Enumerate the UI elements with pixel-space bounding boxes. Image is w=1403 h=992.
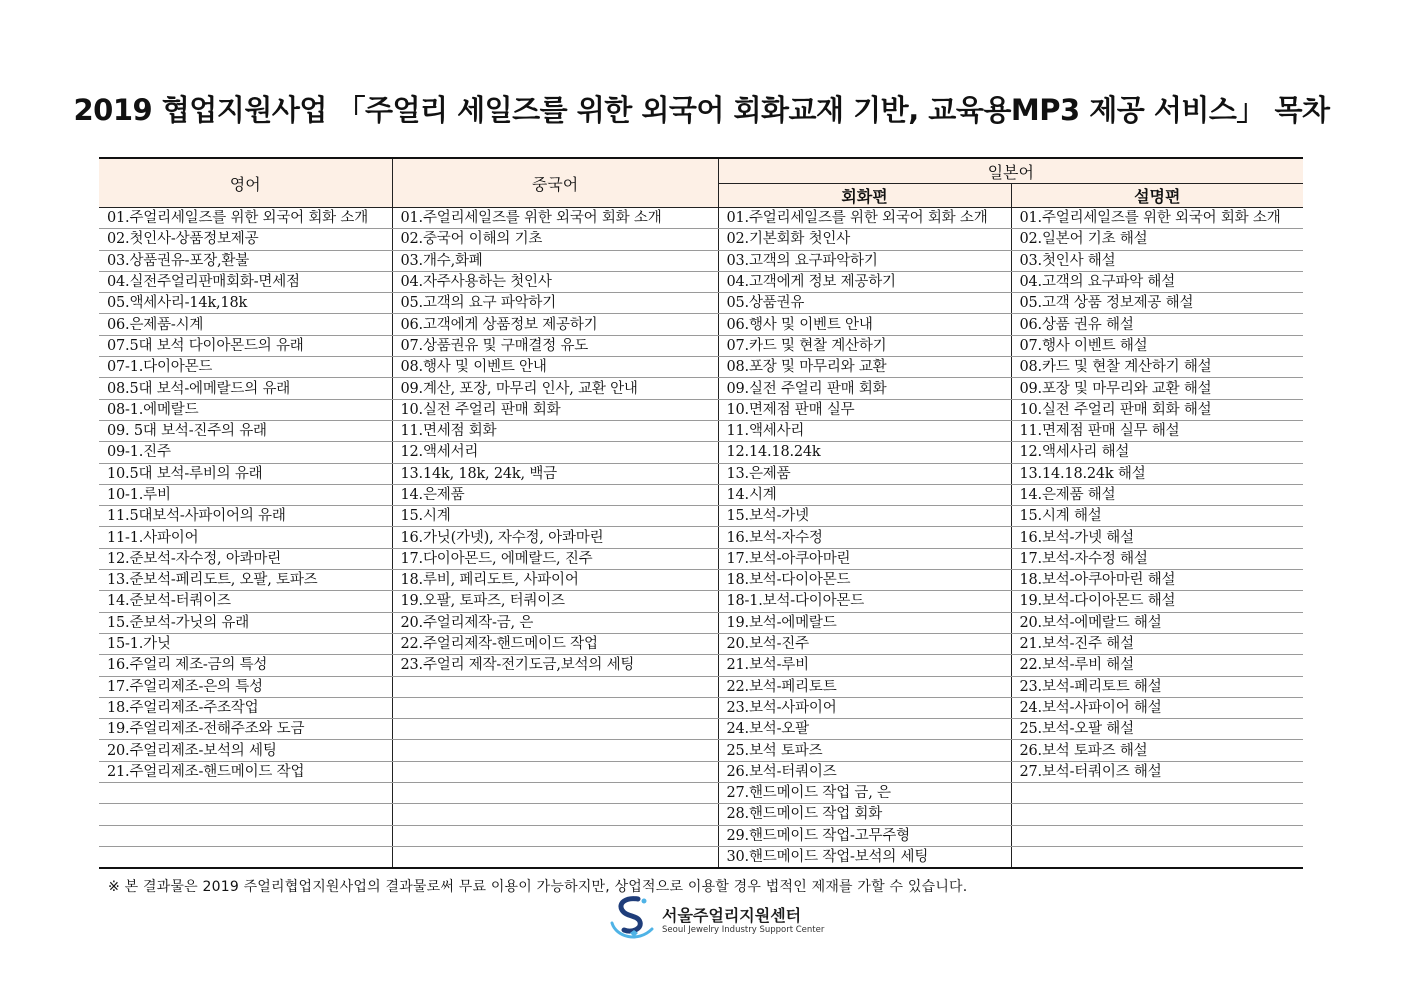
cell-chinese: 19.오팔, 토파즈, 터쿼이즈	[392, 591, 718, 612]
header-japanese: 일본어	[718, 158, 1303, 184]
cell-japanese-explanation: 11.면제점 판매 실무 해설	[1011, 420, 1303, 441]
cell-japanese-explanation: 21.보석-진주 해설	[1011, 633, 1303, 654]
cell-japanese-conversation: 06.행사 및 이벤트 안내	[718, 314, 1011, 335]
cell-japanese-conversation: 27.핸드메이드 작업 금, 은	[718, 783, 1011, 804]
header-english: 영어	[99, 158, 392, 208]
table-row	[99, 314, 1303, 335]
cell-english: 16.주얼리 제조-금의 특성	[99, 655, 392, 676]
cell-chinese: 23.주얼리 제작-전기도금,보석의 세팅	[392, 655, 718, 676]
cell-chinese: 09.계산, 포장, 마무리 인사, 교환 안내	[392, 378, 718, 399]
cell-japanese-conversation: 29.핸드메이드 작업-고무주형	[718, 825, 1011, 846]
table-row	[99, 570, 1303, 591]
table-row	[99, 250, 1303, 271]
cell-chinese	[392, 825, 718, 846]
table-row	[99, 399, 1303, 420]
cell-japanese-conversation: 03.고객의 요구파악하기	[718, 250, 1011, 271]
cell-chinese	[392, 846, 718, 868]
cell-japanese-explanation: 02.일본어 기초 해설	[1011, 229, 1303, 250]
logo-name: 서울주얼리지원센터	[662, 906, 802, 925]
cell-chinese	[392, 740, 718, 761]
table-row	[99, 229, 1303, 250]
cell-japanese-conversation: 04.고객에게 정보 제공하기	[718, 271, 1011, 292]
cell-english: 01.주얼리세일즈를 위한 외국어 회화 소개	[99, 208, 392, 229]
cell-chinese: 01.주얼리세일즈를 위한 외국어 회화 소개	[392, 208, 718, 229]
table-row	[99, 591, 1303, 612]
cell-japanese-explanation: 26.보석 토파즈 해설	[1011, 740, 1303, 761]
cell-japanese-explanation: 01.주얼리세일즈를 위한 외국어 회화 소개	[1011, 208, 1303, 229]
cell-japanese-conversation: 01.주얼리세일즈를 위한 외국어 회화 소개	[718, 208, 1011, 229]
cell-english	[99, 804, 392, 825]
cell-chinese	[392, 804, 718, 825]
header-japanese-explanation: 설명편	[1011, 184, 1303, 208]
table-row	[99, 740, 1303, 761]
cell-japanese-explanation: 12.액세사리 해설	[1011, 442, 1303, 463]
cell-english: 19.주얼리제조-전해주조와 도금	[99, 719, 392, 740]
cell-japanese-explanation: 13.14.18.24k 해설	[1011, 463, 1303, 484]
cell-japanese-explanation: 27.보석-터쿼이즈 해설	[1011, 761, 1303, 782]
cell-chinese	[392, 697, 718, 718]
cell-english: 15-1.가닛	[99, 633, 392, 654]
cell-chinese: 04.자주사용하는 첫인사	[392, 271, 718, 292]
cell-chinese: 13.14k, 18k, 24k, 백금	[392, 463, 718, 484]
cell-japanese-conversation: 11.액세사리	[718, 420, 1011, 441]
cell-japanese-explanation: 04.고객의 요구파악 해설	[1011, 271, 1303, 292]
cell-chinese: 07.상품권유 및 구매결정 유도	[392, 335, 718, 356]
cell-chinese: 02.중국어 이해의 기초	[392, 229, 718, 250]
cell-japanese-explanation: 14.은제품 해설	[1011, 484, 1303, 505]
cell-english: 03.상품권유-포장,환불	[99, 250, 392, 271]
cell-japanese-conversation: 18-1.보석-다이아몬드	[718, 591, 1011, 612]
cell-english: 07.5대 보석 다이아몬드의 유래	[99, 335, 392, 356]
table-row	[99, 506, 1303, 527]
table-row	[99, 378, 1303, 399]
cell-japanese-conversation: 28.핸드메이드 작업 회화	[718, 804, 1011, 825]
header-japanese-conversation: 회화편	[718, 184, 1011, 208]
cell-chinese: 15.시계	[392, 506, 718, 527]
table-row	[99, 548, 1303, 569]
cell-japanese-explanation	[1011, 804, 1303, 825]
table-row	[99, 633, 1303, 654]
cell-japanese-conversation: 19.보석-에메랄드	[718, 612, 1011, 633]
cell-english: 02.첫인사-상품정보제공	[99, 229, 392, 250]
cell-chinese: 08.행사 및 이벤트 안내	[392, 357, 718, 378]
cell-japanese-explanation: 03.첫인사 해설	[1011, 250, 1303, 271]
cell-english: 21.주얼리제조-핸드메이드 작업	[99, 761, 392, 782]
cell-japanese-conversation: 25.보석 토파즈	[718, 740, 1011, 761]
cell-japanese-conversation: 13.은제품	[718, 463, 1011, 484]
cell-japanese-conversation: 10.면제점 판매 실무	[718, 399, 1011, 420]
cell-english	[99, 783, 392, 804]
cell-english: 10.5대 보석-루비의 유래	[99, 463, 392, 484]
cell-japanese-explanation	[1011, 846, 1303, 868]
cell-japanese-explanation	[1011, 825, 1303, 846]
table-row	[99, 420, 1303, 441]
table-row	[99, 357, 1303, 378]
cell-japanese-conversation: 17.보석-아쿠아마린	[718, 548, 1011, 569]
jewelry-center-logo-icon	[608, 893, 656, 943]
cell-english: 15.준보석-가닛의 유래	[99, 612, 392, 633]
table-row	[99, 335, 1303, 356]
cell-japanese-conversation: 05.상품권유	[718, 293, 1011, 314]
cell-japanese-conversation: 12.14.18.24k	[718, 442, 1011, 463]
cell-japanese-conversation: 21.보석-루비	[718, 655, 1011, 676]
cell-english: 10-1.루비	[99, 484, 392, 505]
cell-chinese: 18.루비, 페리도트, 사파이어	[392, 570, 718, 591]
cell-english: 12.준보석-자수정, 아콰마린	[99, 548, 392, 569]
document-title: 2019 협업지원사업 「주얼리 세일즈를 위한 외국어 회화교재 기반, 교육용MP3 제공 서비스」 목차	[73, 93, 1330, 127]
table-row	[99, 612, 1303, 633]
table-row	[99, 208, 1303, 229]
cell-chinese: 12.액세서리	[392, 442, 718, 463]
cell-chinese: 06.고객에게 상품정보 제공하기	[392, 314, 718, 335]
cell-chinese: 05.고객의 요구 파악하기	[392, 293, 718, 314]
cell-japanese-explanation: 22.보석-루비 해설	[1011, 655, 1303, 676]
cell-japanese-conversation: 22.보석-페리토트	[718, 676, 1011, 697]
cell-chinese	[392, 761, 718, 782]
cell-english: 04.실전주얼리판매회화-면세점	[99, 271, 392, 292]
cell-chinese: 22.주얼리제작-핸드메이드 작업	[392, 633, 718, 654]
cell-japanese-explanation: 20.보석-에메랄드 해설	[1011, 612, 1303, 633]
cell-english: 14.준보석-터쿼이즈	[99, 591, 392, 612]
cell-japanese-explanation: 16.보석-가넷 해설	[1011, 527, 1303, 548]
cell-english: 07-1.다이아몬드	[99, 357, 392, 378]
cell-japanese-conversation: 18.보석-다이아몬드	[718, 570, 1011, 591]
table-row	[99, 846, 1303, 868]
cell-japanese-conversation: 23.보석-사파이어	[718, 697, 1011, 718]
logo-subtitle: Seoul Jewelry Industry Support Center	[662, 925, 825, 935]
table-row	[99, 463, 1303, 484]
table-row	[99, 825, 1303, 846]
table-row	[99, 442, 1303, 463]
cell-japanese-conversation: 24.보석-오팔	[718, 719, 1011, 740]
cell-japanese-conversation: 30.핸드메이드 작업-보석의 세팅	[718, 846, 1011, 868]
cell-chinese: 03.개수,화폐	[392, 250, 718, 271]
cell-chinese	[392, 719, 718, 740]
cell-chinese: 17.다이아몬드, 에메랄드, 진주	[392, 548, 718, 569]
table-row	[99, 761, 1303, 782]
cell-english: 09. 5대 보석-진주의 유래	[99, 420, 392, 441]
cell-english: 11.5대보석-사파이어의 유래	[99, 506, 392, 527]
contents-table-body	[99, 208, 1303, 869]
cell-english: 05.액세사리-14k,18k	[99, 293, 392, 314]
cell-chinese: 20.주얼리제작-금, 은	[392, 612, 718, 633]
cell-japanese-conversation: 02.기본회화 첫인사	[718, 229, 1011, 250]
table-row	[99, 484, 1303, 505]
table-row	[99, 527, 1303, 548]
cell-chinese	[392, 676, 718, 697]
cell-japanese-explanation: 09.포장 및 마무리와 교환 해설	[1011, 378, 1303, 399]
header-chinese: 중국어	[392, 158, 718, 208]
cell-japanese-conversation: 20.보석-진주	[718, 633, 1011, 654]
cell-english: 13.준보석-페리도트, 오팔, 토파즈	[99, 570, 392, 591]
cell-english: 20.주얼리제조-보석의 세팅	[99, 740, 392, 761]
cell-japanese-explanation: 07.행사 이벤트 해설	[1011, 335, 1303, 356]
table-row	[99, 783, 1303, 804]
cell-english: 06.은제품-시계	[99, 314, 392, 335]
cell-japanese-explanation: 15.시계 해설	[1011, 506, 1303, 527]
cell-japanese-explanation: 08.카드 및 현찰 계산하기 해설	[1011, 357, 1303, 378]
cell-japanese-explanation: 06.상품 권유 해설	[1011, 314, 1303, 335]
cell-japanese-explanation	[1011, 783, 1303, 804]
cell-japanese-conversation: 14.시계	[718, 484, 1011, 505]
cell-english: 08-1.에메랄드	[99, 399, 392, 420]
cell-japanese-explanation: 05.고객 상품 정보제공 해설	[1011, 293, 1303, 314]
cell-english: 08.5대 보석-에메랄드의 유래	[99, 378, 392, 399]
table-row	[99, 804, 1303, 825]
cell-japanese-explanation: 25.보석-오팔 해설	[1011, 719, 1303, 740]
table-row	[99, 293, 1303, 314]
cell-japanese-explanation: 23.보석-페리토트 해설	[1011, 676, 1303, 697]
table-row	[99, 719, 1303, 740]
cell-japanese-explanation: 10.실전 주얼리 판매 회화 해설	[1011, 399, 1303, 420]
cell-japanese-conversation: 16.보석-자수정	[718, 527, 1011, 548]
cell-chinese	[392, 783, 718, 804]
cell-chinese: 11.면세점 회화	[392, 420, 718, 441]
cell-japanese-conversation: 09.실전 주얼리 판매 회화	[718, 378, 1011, 399]
footnote: ※ 본 결과물은 2019 주얼리협업지원사업의 결과물로써 무료 이용이 가능하지만, 상업적으로 이용할 경우 법적인 제재를 가할 수 있습니다.	[108, 879, 968, 895]
cell-japanese-explanation: 17.보석-자수정 해설	[1011, 548, 1303, 569]
cell-english	[99, 846, 392, 868]
organization-logo	[608, 893, 825, 943]
cell-english: 18.주얼리제조-주조작업	[99, 697, 392, 718]
cell-chinese: 16.가닛(가넷), 자수정, 아콰마린	[392, 527, 718, 548]
cell-english: 17.주얼리제조-은의 특성	[99, 676, 392, 697]
cell-english: 09-1.진주	[99, 442, 392, 463]
cell-japanese-conversation: 08.포장 및 마무리와 교환	[718, 357, 1011, 378]
cell-chinese: 14.은제품	[392, 484, 718, 505]
cell-chinese: 10.실전 주얼리 판매 회화	[392, 399, 718, 420]
table-row	[99, 655, 1303, 676]
contents-table	[99, 157, 1303, 869]
table-row	[99, 676, 1303, 697]
cell-japanese-explanation: 19.보석-다이아몬드 해설	[1011, 591, 1303, 612]
table-row	[99, 697, 1303, 718]
cell-english: 11-1.사파이어	[99, 527, 392, 548]
cell-japanese-explanation: 18.보석-아쿠아마린 해설	[1011, 570, 1303, 591]
cell-japanese-conversation: 26.보석-터쿼이즈	[718, 761, 1011, 782]
cell-japanese-conversation: 07.카드 및 현찰 계산하기	[718, 335, 1011, 356]
cell-english	[99, 825, 392, 846]
cell-japanese-explanation: 24.보석-사파이어 해설	[1011, 697, 1303, 718]
cell-japanese-conversation: 15.보석-가넷	[718, 506, 1011, 527]
table-row	[99, 271, 1303, 292]
